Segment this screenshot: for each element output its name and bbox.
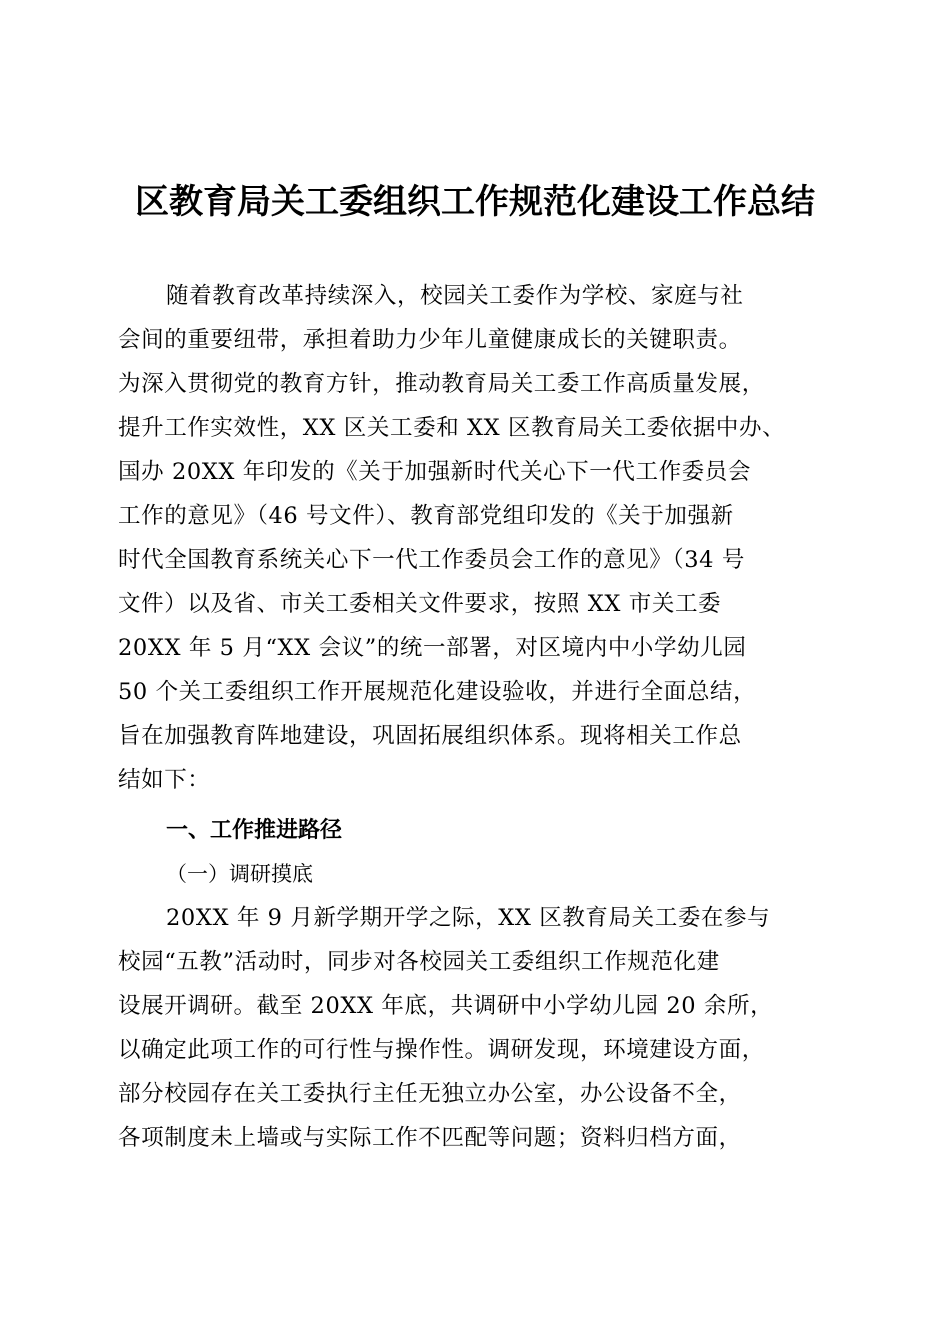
intro-line-4: 提升工作实效性，XX 区关工委和 XX 区教育局关工委依据中办、 <box>118 415 786 441</box>
intro-line-8: 文件）以及省、市关工委相关文件要求，按照 XX 市关工委 <box>118 591 722 617</box>
intro-line-9: 20XX 年 5 月“XX 会议”的统一部署，对区境内中小学幼儿园 <box>118 635 747 661</box>
intro-line-7: 时代全国教育系统关心下一代工作委员会工作的意见》（34 号 <box>118 547 745 573</box>
intro-line-11: 旨在加强教育阵地建设，巩固拓展组织体系。现将相关工作总 <box>118 723 742 749</box>
intro-line-1: 随着教育改革持续深入，校园关工委作为学校、家庭与社 <box>166 283 744 309</box>
section1-line-2: 校园“五教”活动时，同步对各校园关工委组织工作规范化建 <box>118 949 720 975</box>
section1-line-4: 以确定此项工作的可行性与操作性。调研发现，环境建设方面， <box>118 1037 765 1063</box>
intro-line-2: 会间的重要纽带，承担着助力少年儿童健康成长的关键职责。 <box>118 327 742 353</box>
subsection-heading-1: （一）调研摸底 <box>166 862 313 886</box>
section-heading-1: 一、工作推进路径 <box>166 818 343 843</box>
intro-line-10: 50 个关工委组织工作开展规范化建设验收，并进行全面总结， <box>118 679 757 705</box>
section1-line-3: 设展开调研。截至 20XX 年底，共调研中小学幼儿园 20 余所， <box>118 993 774 1019</box>
intro-line-12: 结如下： <box>118 767 211 793</box>
intro-line-5: 国办 20XX 年印发的《关于加强新时代关心下一代工作委员会 <box>118 459 751 485</box>
intro-line-6: 工作的意见》（46 号文件）、教育部党组印发的《关于加强新 <box>118 503 734 529</box>
section1-line-5: 部分校园存在关工委执行主任无独立办公室，办公设备不全， <box>118 1081 742 1107</box>
intro-line-3: 为深入贯彻党的教育方针，推动教育局关工委工作高质量发展， <box>118 371 765 397</box>
section1-line-6: 各项制度未上墙或与实际工作不匹配等问题；资料归档方面， <box>118 1125 742 1151</box>
document-title: 区教育局关工委组织工作规范化建设工作总结 <box>135 182 815 222</box>
section1-line-1: 20XX 年 9 月新学期开学之际，XX 区教育局关工委在参与 <box>166 905 771 931</box>
